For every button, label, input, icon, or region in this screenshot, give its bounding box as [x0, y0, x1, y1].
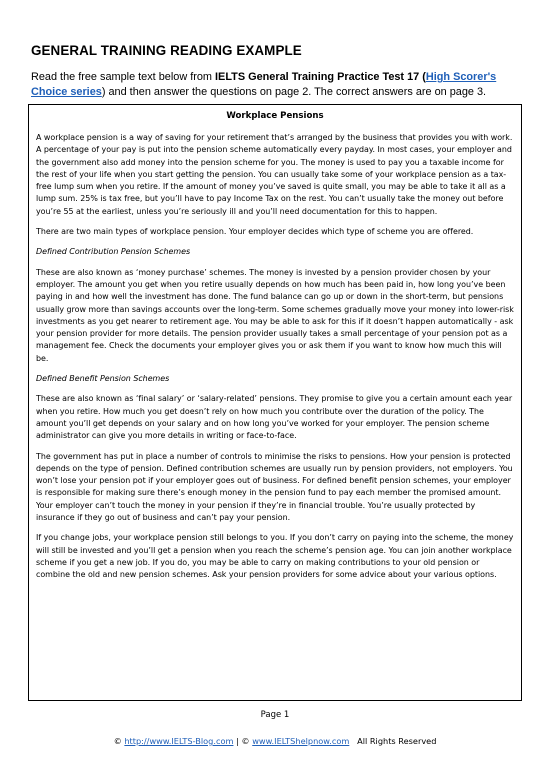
series-link[interactable]: High Scorer's Choice series	[31, 71, 497, 98]
footer	[0, 736, 550, 746]
ielts-helpnow-link[interactable]: www.IELTShelpnow.com	[252, 736, 350, 746]
passage-paragraph: There are two main types of workplace pension. Your employer decides which type of scheme you are offered.	[36, 227, 474, 237]
passage-paragraph: A workplace pension is a way of saving for your retirement that’s arranged by the business that provides you with work. A percentage of your pay is put into the pension scheme automatically every payday. In most cases, your employer and the government also add money into the pension scheme for you. The money is used to pay you a taxable income for the rest of your life when you start getting the pension. You can usually take some of your workplace pension as a tax-free lump sum when you retire. If the amount of money you’ve saved is quite small, you may be able to take it all as a lump sum. 25% is tax free, but you’ll have to pay Income Tax on the rest. You can’t usually take the money out before you’re 55 at the earliest, unless you’re seriously ill and you’ll need documentation for this to happen.	[36, 133, 513, 216]
ielts-blog-link[interactable]: http://www.IELTS-Blog.com	[124, 736, 234, 746]
passage-box	[28, 104, 522, 701]
page-number: Page 1	[260, 710, 290, 720]
intro-before: Read the free sample text below from	[31, 71, 216, 83]
passage-paragraph: These are also known as ‘final salary’ or ‘salary-related’ pensions. They promise to give you a certain amount each year when you retire. How much you get doesn’t rely on how much you contribute over the duration of the policy. The amount you’ll get depends on your salary and on how long you’ve worked for your employer. The pension scheme administrator can give you more details in writing or face-to-face.	[36, 394, 513, 441]
passage-body	[29, 132, 521, 582]
passage-paragraph: These are also known as ‘money purchase’ schemes. The money is invested by a pension provider chosen by your employer. The amount you get when you retire usually depends on how much has been paid in, how long you’ve been paying in and how well the investment has done. The fund balance can go up or down in the short-term, but pensions usually grow more than savings accounts over the long-term. Some schemes gradually move your money into lower-risk investments as you get nearer to retirement age. You may be able to ask for this if it doesn’t happen automatically - ask your pension provider for more details. The pension provider usually takes a small percentage of your pension pot as a management fee. Check the documents your employer gives you or ask them if you want to know how much this will be.	[36, 267, 514, 363]
passage-paragraph: The government has put in place a number of controls to minimise the risks to pensions. How your pension is protected depends on the type of pension. Defined contribution schemes are usually run by pension providers, not employers. You won’t lose your pension pot if your employer goes out of business. For defined benefit pension schemes, your employer is responsible for making sure there’s enough money in the pension fund to pay each member the promised amount. Your employer can’t touch the money in your pension if they’re in financial trouble. You’re usually protected by insurance if they go out of business and can’t pay your pension.	[36, 451, 513, 523]
footer-rights: All Rights Reserved	[349, 736, 437, 746]
section-subheading: Defined Benefit Pension Schemes	[36, 374, 170, 384]
document-heading: GENERAL TRAINING READING EXAMPLE	[31, 43, 302, 58]
intro-text	[31, 70, 523, 99]
footer-separator: | ©	[233, 736, 253, 746]
footer-copyright-1: ©	[113, 736, 125, 746]
intro-after: ) and then answer the questions on page 2. The correct answers are on page 3.	[101, 85, 487, 98]
intro-test-name: IELTS General Training Practice Test 17	[215, 71, 420, 83]
section-subheading: Defined Contribution Pension Schemes	[36, 247, 191, 257]
intro-open-paren: (	[419, 71, 426, 83]
passage-paragraph: If you change jobs, your workplace pension still belongs to you. If you don’t carry on paying into the scheme, the money will still be invested and you’ll get a pension when you reach the scheme’s pension age. You can join another workplace scheme if you get a new job. If you do, you may be able to carry on making contributions to your old pension or combine the old and new pension schemes. Ask your pension providers for some advice about your various options.	[36, 533, 514, 580]
passage-title: Workplace Pensions	[226, 111, 324, 121]
